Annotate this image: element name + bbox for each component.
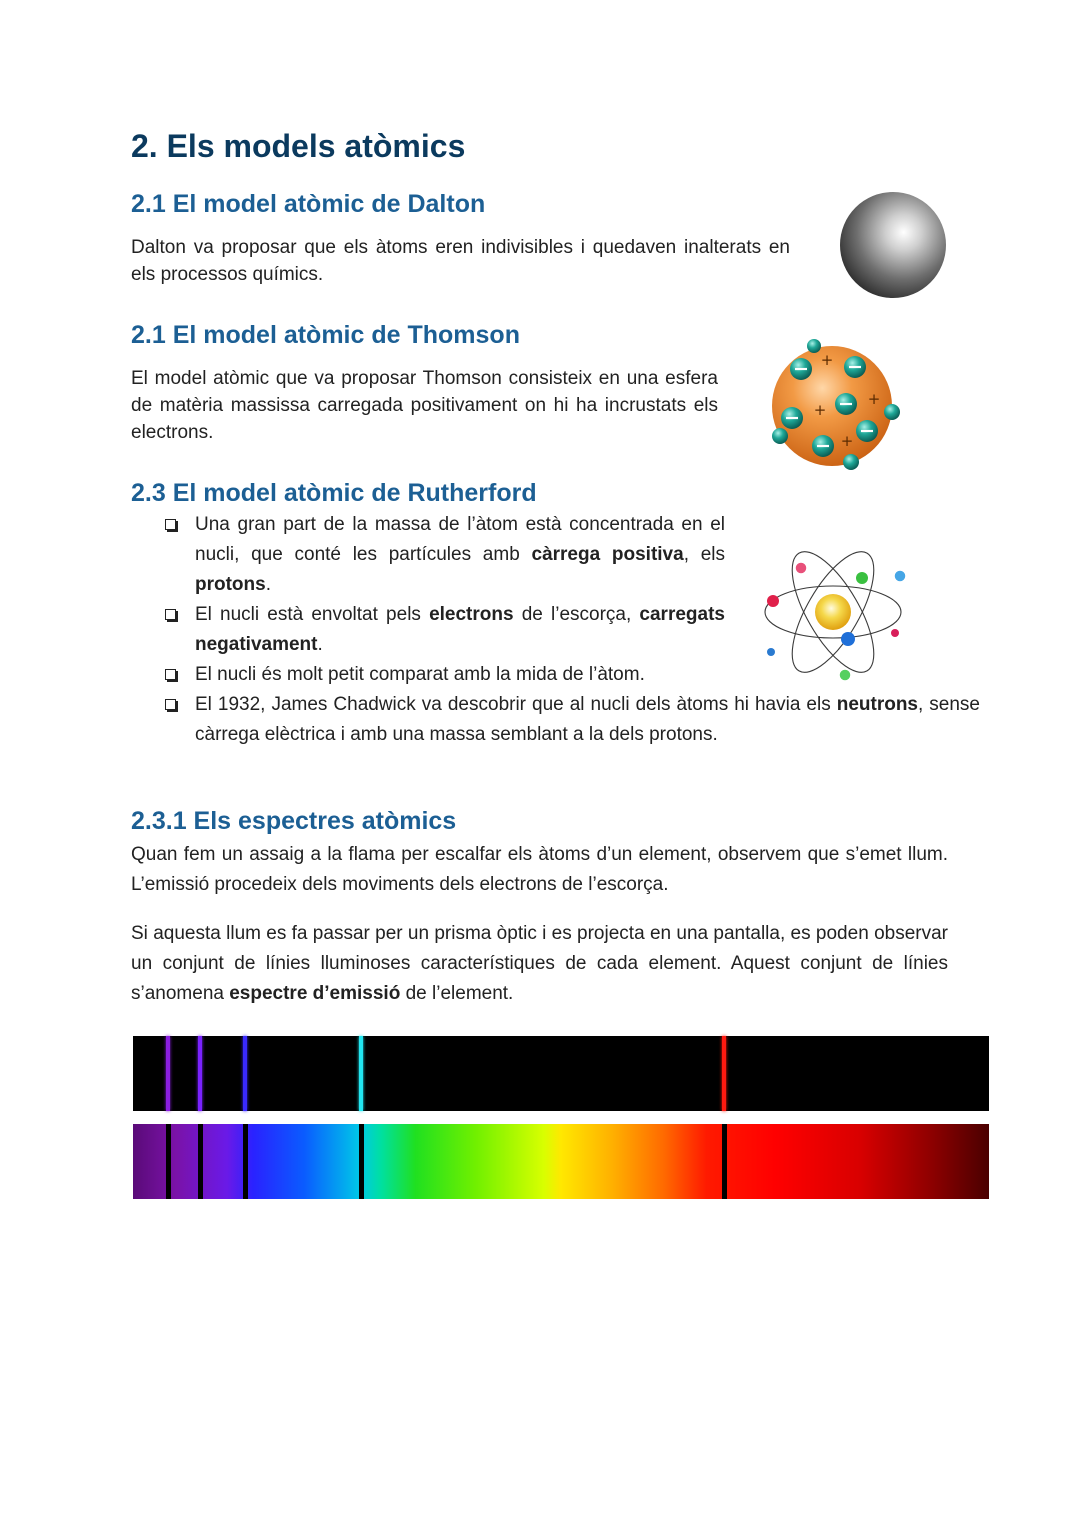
checkbox-bullet-icon <box>165 669 176 680</box>
checkbox-bullet-icon <box>165 519 176 530</box>
absorption-line-1 <box>166 1124 171 1199</box>
emission-line-3 <box>243 1036 247 1111</box>
thomson-text: El model atòmic que va proposar Thomson consisteix en una esfera de matèria massissa carregada positivament on hi ha incrustats els electrons. <box>131 368 718 443</box>
thomson-plus-sign-3: + <box>867 390 881 408</box>
absorption-line-3 <box>243 1124 248 1199</box>
thomson-plus-sign-2: + <box>813 401 827 419</box>
list-item: Una gran part de la massa de l’àtom està concentrada en el nucli, que conté les partícules amb càrrega positiva, els protons. <box>163 510 725 600</box>
checkbox-bullet-icon <box>165 699 176 710</box>
heading-dalton: 2.1 El model atòmic de Dalton <box>131 190 486 218</box>
absorption-line-4 <box>359 1124 364 1199</box>
rutherford-bullet-list <box>163 510 980 750</box>
spectra-paragraph-2: Si aquesta llum es fa passar per un prisma òptic i es projecta en una pantalla, es poden observar un conjunt de línies lluminoses característiques de cada element. Aquest conjunt de línies s’anomena espectre d’emissió de l’element. <box>131 923 948 1004</box>
heading-rutherford: 2.3 El model atòmic de Rutherford <box>131 479 537 507</box>
spectra-paragraph-1: Quan fem un assaig a la flama per escalfar els àtoms d’un element, observem que s’emet llum. L’emissió procedeix dels moviments dels electrons de l’escorça. <box>131 844 948 895</box>
dalton-sphere-image <box>838 190 948 300</box>
thomson-plum-pudding-image <box>764 338 902 472</box>
emission-line-5 <box>722 1036 726 1111</box>
checkbox-bullet-icon <box>165 609 176 620</box>
list-item: El 1932, James Chadwick va descobrir que al nucli dels àtoms hi havia els neutrons, sense càrrega elèctrica i amb una massa semblant a la dels protons. <box>163 690 980 750</box>
absorption-line-5 <box>722 1124 727 1199</box>
emission-line-4 <box>359 1036 363 1111</box>
heading-thomson: 2.1 El model atòmic de Thomson <box>131 321 520 349</box>
list-item: El nucli és molt petit comparat amb la mida de l’àtom. <box>163 660 725 690</box>
list-item: El nucli està envoltat pels electrons de l’escorça, carregats negativament. <box>163 600 725 660</box>
absorption-line-2 <box>198 1124 203 1199</box>
thomson-plus-sign-1: + <box>820 351 834 369</box>
dalton-text: Dalton va proposar que els àtoms eren indivisibles i quedaven inalterats en els processos químics. <box>131 237 790 285</box>
absorption-spectrum-image <box>133 1124 989 1199</box>
heading-spectra: 2.3.1 Els espectres atòmics <box>131 807 457 835</box>
emission-line-2 <box>198 1036 202 1111</box>
page-title: 2. Els models atòmics <box>131 128 466 164</box>
emission-spectrum-image <box>133 1036 989 1111</box>
thomson-plus-sign-4: + <box>840 432 854 450</box>
emission-line-1 <box>166 1036 170 1111</box>
rutherford-atom-image <box>760 540 910 688</box>
